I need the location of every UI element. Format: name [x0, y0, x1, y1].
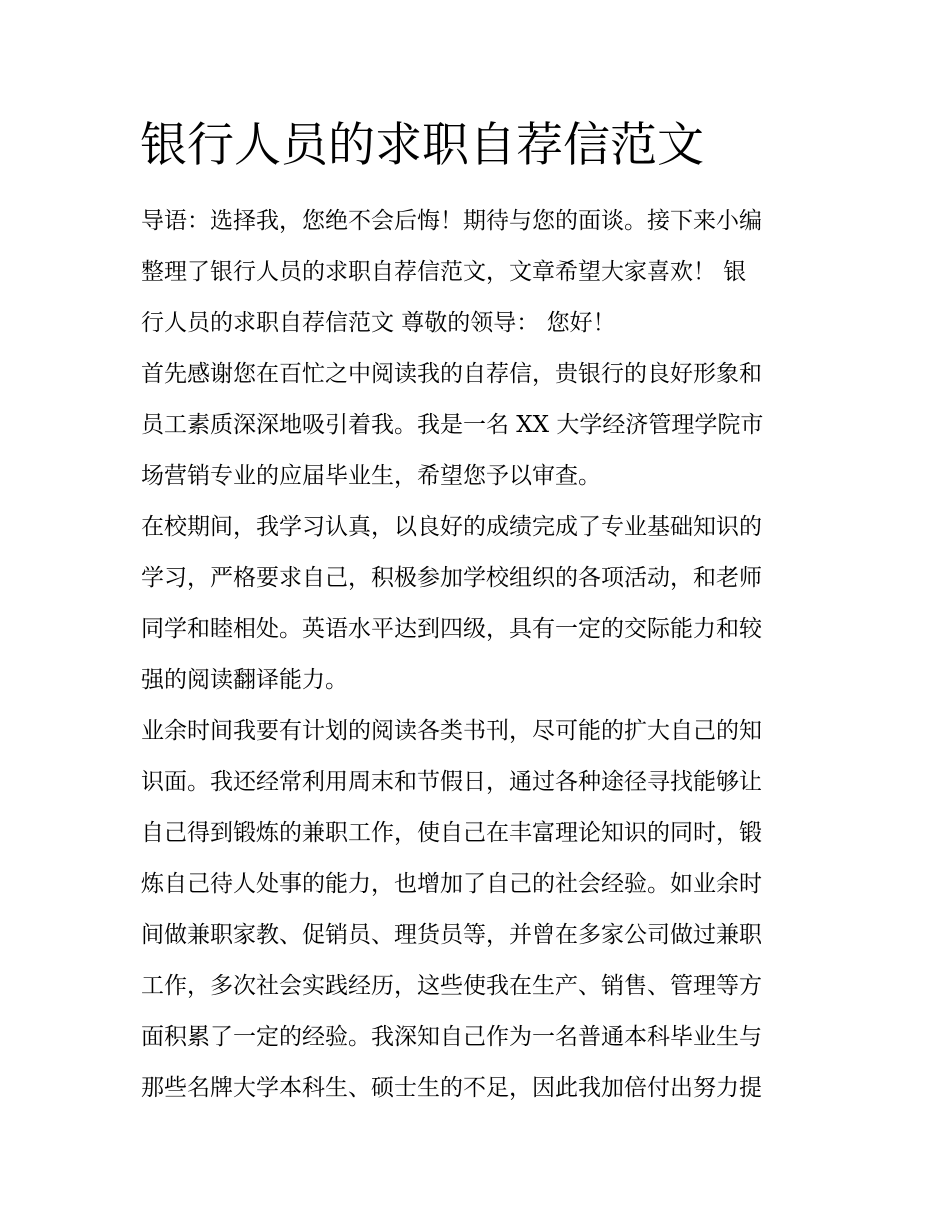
text-line: 场营销专业的应届毕业生，希望您予以审查。 [141, 463, 601, 489]
paragraph-thanks [141, 349, 821, 502]
text-line: 识面。我还经常利用周末和节假日，通过各种途径寻找能够让 [141, 769, 762, 795]
text-line: 学习，严格要求自己，积极参加学校组织的各项活动，和老师 [141, 565, 762, 591]
text-line: 员工素质深深地吸引着我。我是一名 XX 大学经济管理学院市 [141, 412, 764, 438]
text-line: 在校期间，我学习认真，以良好的成绩完成了专业基础知识的 [141, 514, 762, 540]
text-line: 业余时间我要有计划的阅读各类书刊，尽可能的扩大自己的知 [141, 718, 762, 744]
text-line: 强的阅读翻译能力。 [141, 667, 348, 693]
text-line: 整理了银行人员的求职自荐信范文，文章希望大家喜欢！ 银 [141, 259, 747, 285]
paragraph-spare-time [141, 706, 821, 1114]
text-line: 导语：选择我，您绝不会后悔！期待与您的面谈。接下来小编 [141, 208, 762, 234]
text-line: 炼自己待人处事的能力，也增加了自己的社会经验。如业余时 [141, 871, 762, 897]
document-body [141, 196, 821, 1114]
text-line: 自己得到锻炼的兼职工作，使自己在丰富理论知识的同时，锻 [141, 820, 762, 846]
text-line: 同学和睦相处。英语水平达到四级，具有一定的交际能力和较 [141, 616, 762, 642]
text-line: 面积累了一定的经验。我深知自己作为一名普通本科毕业生与 [141, 1024, 762, 1050]
text-line: 间做兼职家教、促销员、理货员等，并曾在多家公司做过兼职 [141, 922, 762, 948]
paragraph-school [141, 502, 821, 706]
text-line: 行人员的求职自荐信范文 尊敬的领导： 您好！ [141, 310, 616, 336]
text-line: 那些名牌大学本科生、硕士生的不足，因此我加倍付出努力提 [141, 1075, 762, 1101]
text-line: 首先感谢您在百忙之中阅读我的自荐信，贵银行的良好形象和 [141, 361, 762, 387]
text-line: 工作，多次社会实践经历，这些使我在生产、销售、管理等方 [141, 973, 762, 999]
paragraph-intro [141, 196, 821, 349]
document-title: 银行人员的求职自荐信范文 [140, 118, 704, 173]
